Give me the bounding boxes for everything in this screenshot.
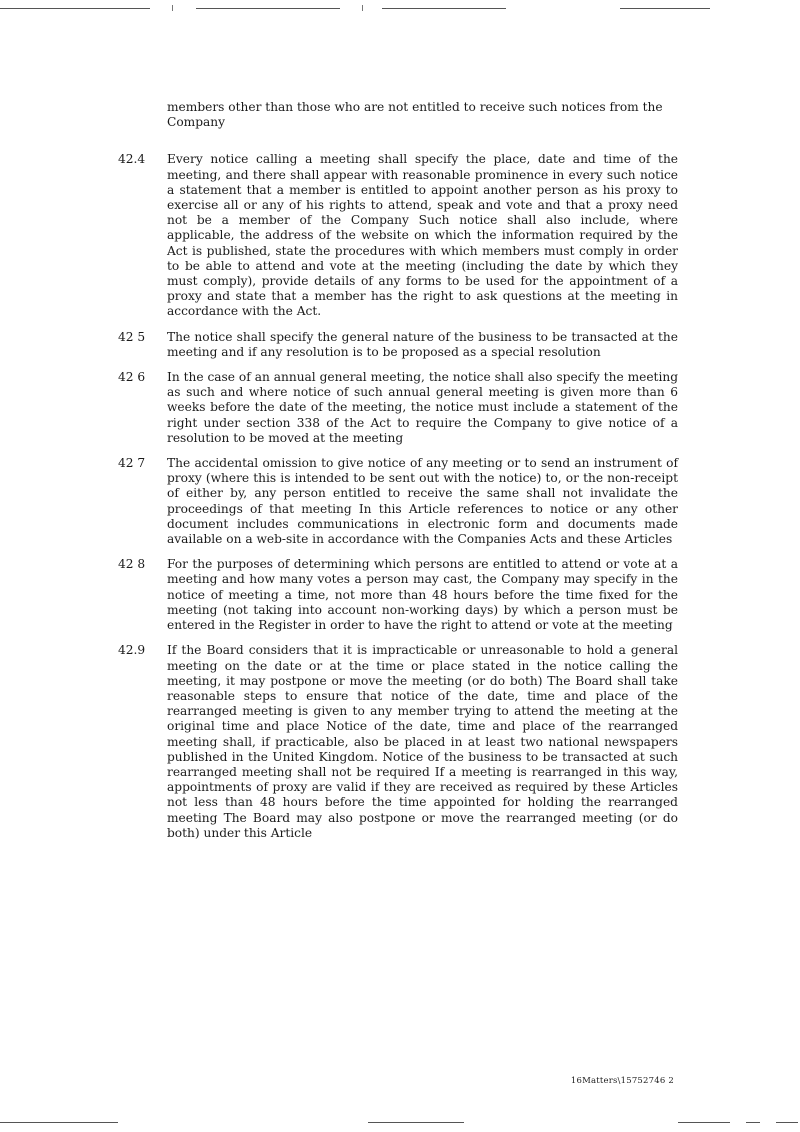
clause-text: The accidental omission to give notice of any meeting or to send an instrument of proxy (where this is intended to be sent out with the notice) to, or the non-receipt of either by, any person entitled to receive the same shall not invalidate the proceedings of that meeting In this Article references to notice or any other document includes communications in electronic form and documents made available on a web-site in accordance with the Companies Acts and these Articles <box>167 456 678 547</box>
bottom-edge-rule <box>0 1122 118 1123</box>
clause-number: 42 7 <box>118 456 146 471</box>
clause-text: Every notice calling a meeting shall specify the place, date and time of the meeting, and there shall appear with reasonable prominence in every such notice a statement that a member is entitled to appoint another person as his proxy to exercise all or any of his rights to attend, speak and vote and that a proxy need not be a member of the Company Such notice shall also include, where applicable, the address of the website on which the information required by the Act is published, state the procedures with which members must comply in order to be able to attend and vote at the meeting (including the date by which they must comply), provide details of any forms to be used for the appointment of a proxy and state that a member has the right to ask questions at the meeting in accordance with the Act. <box>167 152 678 319</box>
document-body <box>118 100 678 851</box>
clause-42-5 <box>118 330 678 360</box>
continuation-text: members other than those who are not entitled to receive such notices from the Company <box>167 100 663 130</box>
bottom-edge-rule <box>746 1122 760 1123</box>
top-edge-rule <box>196 8 340 9</box>
clause-42-8 <box>118 557 678 633</box>
bottom-edge-rule <box>368 1122 464 1123</box>
top-edge-rule <box>382 8 506 9</box>
clause-text: For the purposes of determining which persons are entitled to attend or vote at a meeting and how many votes a person may cast, the Company may specify in the notice of meeting a time, not more than 48 hours before the time fixed for the meeting (not taking into account non-working days) by which a person must be entered in the Register in order to have the right to attend or vote at the meeting <box>167 557 678 633</box>
clause-42-7 <box>118 456 678 547</box>
bottom-edge-rule <box>678 1122 730 1123</box>
clause-42-6 <box>118 370 678 446</box>
bottom-edge-rule <box>776 1122 798 1123</box>
clause-number: 42.4 <box>118 152 146 167</box>
document-reference: 16Matters\15752746 2 <box>570 1076 674 1086</box>
top-edge-tick <box>172 5 173 11</box>
clause-number: 42.9 <box>118 643 146 658</box>
clause-42-9 <box>118 643 678 841</box>
clause-number: 42 6 <box>118 370 146 385</box>
clause-text: In the case of an annual general meeting, the notice shall also specify the meeting as such and where notice of such annual general meeting is given more than 6 weeks before the date of the meeting, the notice must include a statement of the right under section 338 of the Act to require the Company to give notice of a resolution to be moved at the meeting <box>167 370 678 445</box>
clause-text: If the Board considers that it is impracticable or unreasonable to hold a general meeting on the date or at the time or place stated in the notice calling the meeting, it may postpone or move the meeting (or do both) The Board shall take reasonable steps to ensure that notice of the date, time and place of the rearranged meeting is given to any member trying to attend the meeting at the original time and place Notice of the date, time and place of the rearranged meeting shall, if practicable, also be placed in at least two national newspapers published in the United Kingdom. Notice of the business to be transacted at such rearranged meeting shall not be required If a meeting is rearranged in this way, appointments of proxy are valid if they are received as required by these Articles not less than 48 hours before the time appointed for holding the rearranged meeting The Board may also postpone or move the rearranged meeting (or do both) under this Article <box>167 643 678 840</box>
top-edge-rule <box>0 8 150 9</box>
clause-42-4 <box>118 152 678 319</box>
clause-number: 42 8 <box>118 557 146 572</box>
top-edge-rule <box>620 8 710 9</box>
top-edge-tick <box>362 5 363 11</box>
clause-number: 42 5 <box>118 329 146 344</box>
clause-text: The notice shall specify the general nature of the business to be transacted at the meeting and if any resolution is to be proposed as a special resolution <box>167 329 678 359</box>
